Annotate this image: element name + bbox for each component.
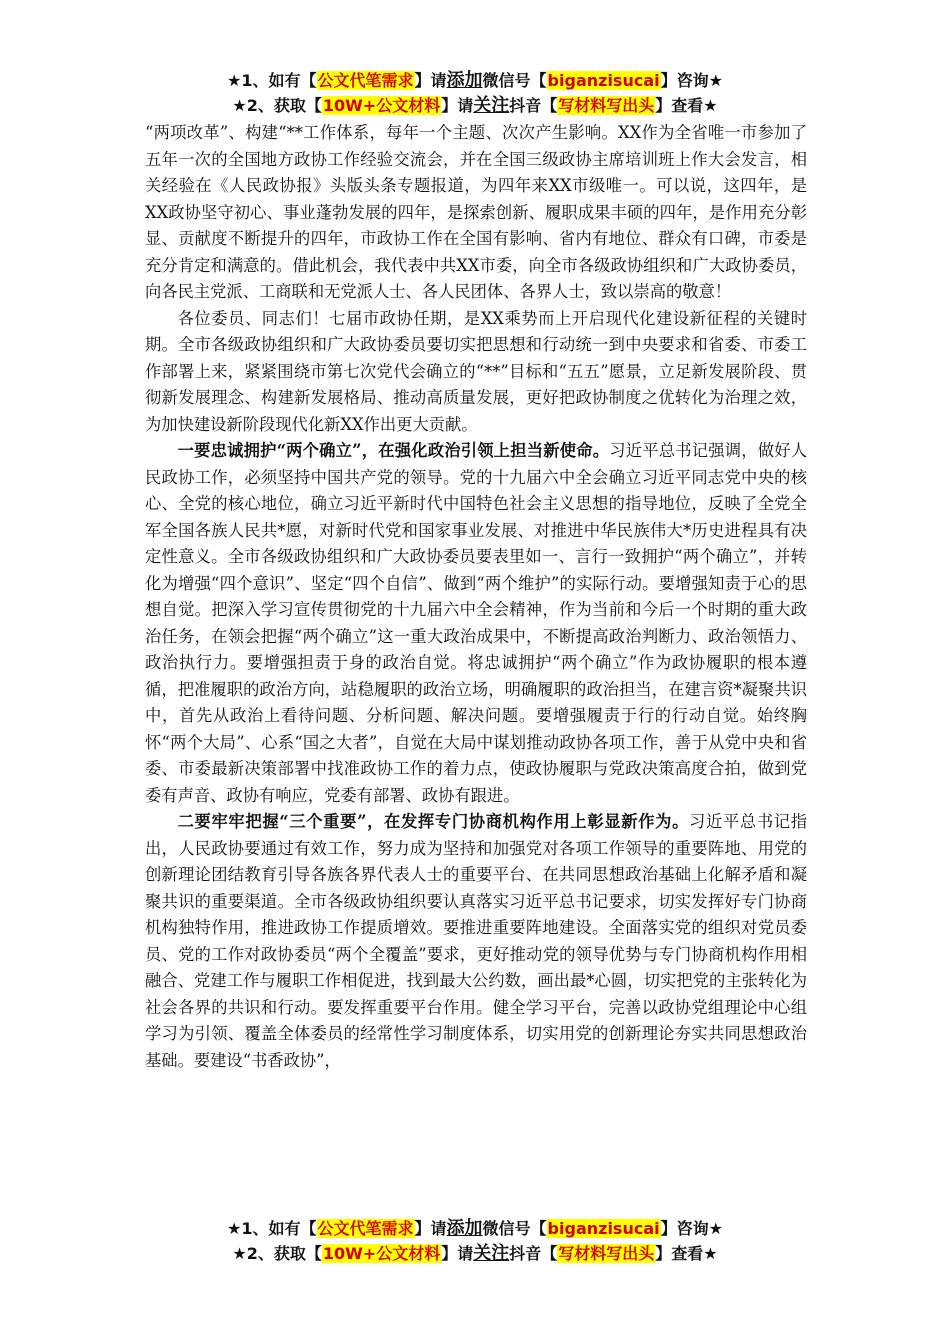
- highlight-materials: 10W+公文材料: [322, 1244, 441, 1263]
- promo-line-1-bottom: ★1、如有【公文代笔需求】请添加微信号【biganzisucai】咨询★: [227, 1218, 723, 1239]
- promo-banner-top: [0, 68, 950, 118]
- paragraph-1: “两项改革”、构建“**工作体系，每年一个主题、次次产生影响。XX作为全省唯一市参加了五年一次的全国地方政协工作经验交流会，并在全国三级政协主席培训班上作大会发言，相关经验在《人民政协报》头版头条专题报道，为四年来XX市级唯一。可以说，这四年，是XX政协坚守初心、事业蓬勃发展的四年，是探索创新、履职成果丰硕的四年，是作用充分彰显、贡献度不断提升的四年，市政协工作在全国有影响、省内有地位、群众有口碑，市委是充分肯定和满意的。借此机会，我代表中共XX市委，向全市各级政协组织和广大政协委员，向各民主党派、工商联和无党派人士、各人民团体、各界人士，致以崇高的敬意！: [145, 123, 807, 301]
- paragraph-2: 各位委员、同志们！七届市政协任期，是XX乘势而上开启现代化建设新征程的关键时期。全市各级政协组织和广大政协委员要切实把思想和行动统一到中央要求和省委、市委工作部署上来，紧紧围绕市第七次党代会确立的“**”目标和“五五”愿景，立足新发展阶段、贯彻新发展理念、构建新发展格局、推动高质量发展，更好把政协制度之优转化为治理之效，为加快建设新阶段现代化新XX作出更大贡献。: [145, 308, 807, 434]
- document-body: [145, 120, 807, 1074]
- promo-line-2-bottom: ★2、获取【10W+公文材料】请关注抖音【写材料写出头】查看★: [232, 1243, 718, 1264]
- highlight-service: 公文代笔需求: [317, 1219, 414, 1238]
- promo-banner-bottom: [0, 1216, 950, 1266]
- highlight-service: 公文代笔需求: [317, 71, 414, 90]
- paragraph-4-heading: 二要牢牢把握“三个重要”，在发挥专门协商机构作用上彰显新作为。: [177, 812, 690, 831]
- highlight-materials: 10W+公文材料: [322, 96, 441, 115]
- highlight-wechat-id: biganzisucai: [547, 71, 660, 90]
- highlight-douyin: 写材料写出头: [558, 96, 655, 115]
- paragraph-3: 一要忠诚拥护“两个确立”，在强化政治引领上担当新使命。习近平总书记强调，做好人民政协工作，必须坚持中国共产党的领导。党的十九届六中全会确立习近平同志党中央的核心、全党的核心地位，确立习近平新时代中国特色社会主义思想的指导地位，反映了全党全军全国各族人民共*愿，对新时代党和国家事业发展、对推进中华民族伟大*历史进程具有决定性意义。全市各级政协组织和广大政协委员要表里如一、言行一致拥护“两个确立”，并转化为增强“四个意识”、坚定“四个自信”、做到“两个维护”的实际行动。要增强知责于心的思想自觉。把深入学习宣传贯彻党的十九届六中全会精神，作为当前和今后一个时期的重大政治任务，在领会把握“两个确立”这一重大政治成果中，不断提高政治判断力、政治领悟力、政治执行力。要增强担责于身的政治自觉。将忠诚拥护“两个确立”作为政协履职的根本遵循，把准履职的政治方向，站稳履职的政治立场，明确履职的政治担当，在建言资*凝聚共识中，首先从政治上看待问题、分析问题、解决问题。要增强履责于行的行动自觉。始终胸怀“两个大局”、心系“国之大者”，自觉在大局中谋划推动政协各项工作，善于从党中央和省委、市委最新决策部署中找准政协工作的着力点，使政协履职与党政决策高度合拍，做到党委有声音、政协有响应，党委有部署、政协有跟进。: [145, 441, 807, 805]
- paragraph-3-heading: 一要忠诚拥护“两个确立”，在强化政治引领上担当新使命。: [177, 441, 610, 460]
- promo-line-1: ★1、如有【公文代笔需求】请添加微信号【biganzisucai】咨询★: [227, 70, 723, 91]
- paragraph-4: 二要牢牢把握“三个重要”，在发挥专门协商机构作用上彰显新作为。习近平总书记指出，人民政协要通过有效工作，努力成为坚持和加强党对各项工作领导的重要阵地、用党的创新理论团结教育引导各族各界代表人士的重要平台、在共同思想政治基础上化解矛盾和凝聚共识的重要渠道。全市各级政协组织要认真落实习近平总书记要求，切实发挥好专门协商机构独特作用，推进政协工作提质增效。要推进重要阵地建设。全面落实党的组织对党员委员、党的工作对政协委员“两个全覆盖”要求，更好推动党的领导优势与专门协商机构作用相融合、党建工作与履职工作相促进，找到最大公约数，画出最*心圆，切实把党的主张转化为社会各界的共识和行动。要发挥重要平台作用。健全学习平台，完善以政协党组理论中心组学习为引领、覆盖全体委员的经常性学习制度体系，切实用党的创新理论夯实共同思想政治基础。要建设“书香政协”，: [145, 812, 807, 1070]
- highlight-douyin: 写材料写出头: [558, 1244, 655, 1263]
- promo-line-2: ★2、获取【10W+公文材料】请关注抖音【写材料写出头】查看★: [232, 95, 718, 116]
- highlight-wechat-id: biganzisucai: [547, 1219, 660, 1238]
